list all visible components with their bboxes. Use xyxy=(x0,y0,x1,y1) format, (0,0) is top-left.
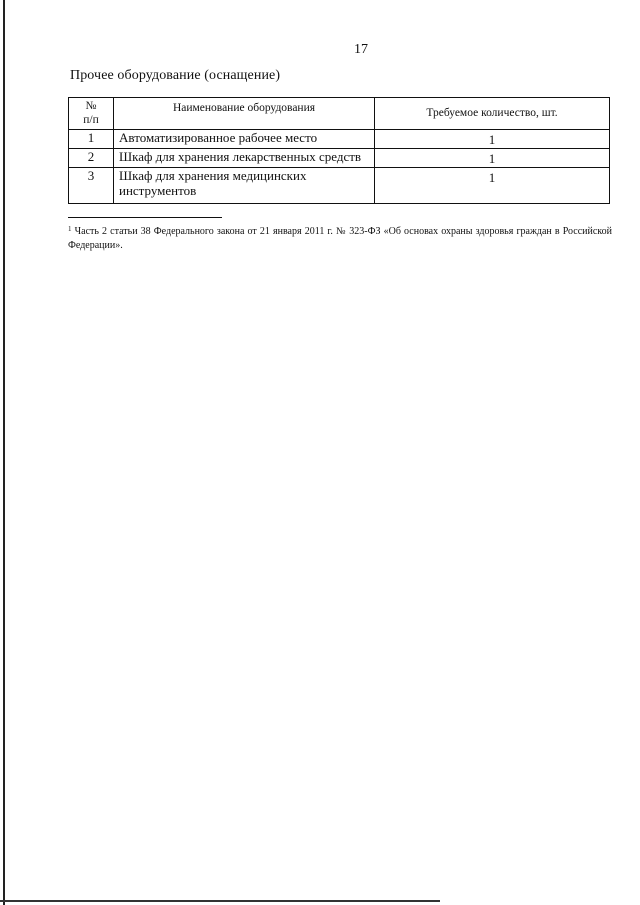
footnote-text: Часть 2 статьи 38 Федерального закона от 21 января 2011 г. № 323-ФЗ «Об основах охраны здоровья граждан в Российской Федерации». xyxy=(68,226,613,251)
footnote-marker: 1 xyxy=(68,225,72,233)
table-row xyxy=(69,168,610,204)
header-number xyxy=(69,98,114,130)
footnote-separator xyxy=(68,217,222,218)
table-row xyxy=(69,130,610,149)
row-name xyxy=(114,168,375,204)
row-quantity: 1 xyxy=(375,149,610,168)
row-name-line1: Шкаф для хранения медицинских xyxy=(119,168,307,183)
table-header-row xyxy=(69,98,610,130)
row-name: Автоматизированное рабочее место xyxy=(114,130,375,149)
row-quantity: 1 xyxy=(375,130,610,149)
row-number: 1 xyxy=(69,130,114,149)
header-number-line1: № xyxy=(85,100,97,112)
table-row xyxy=(69,149,610,168)
row-name: Шкаф для хранения лекарственных средств xyxy=(114,149,375,168)
section-heading: Прочее оборудование (оснащение) xyxy=(70,68,281,83)
row-number: 3 xyxy=(69,168,114,204)
scan-left-edge xyxy=(3,0,5,905)
page-number: 17 xyxy=(354,42,368,57)
footnote xyxy=(68,222,612,253)
row-quantity: 1 xyxy=(375,168,610,204)
header-name: Наименование оборудования xyxy=(114,98,375,130)
equipment-table xyxy=(68,97,610,204)
row-name-line2: инструментов xyxy=(119,183,197,198)
row-number: 2 xyxy=(69,149,114,168)
header-quantity: Требуемое количество, шт. xyxy=(375,98,610,130)
scan-bottom-edge xyxy=(0,900,440,902)
header-number-line2: п/п xyxy=(83,114,99,126)
